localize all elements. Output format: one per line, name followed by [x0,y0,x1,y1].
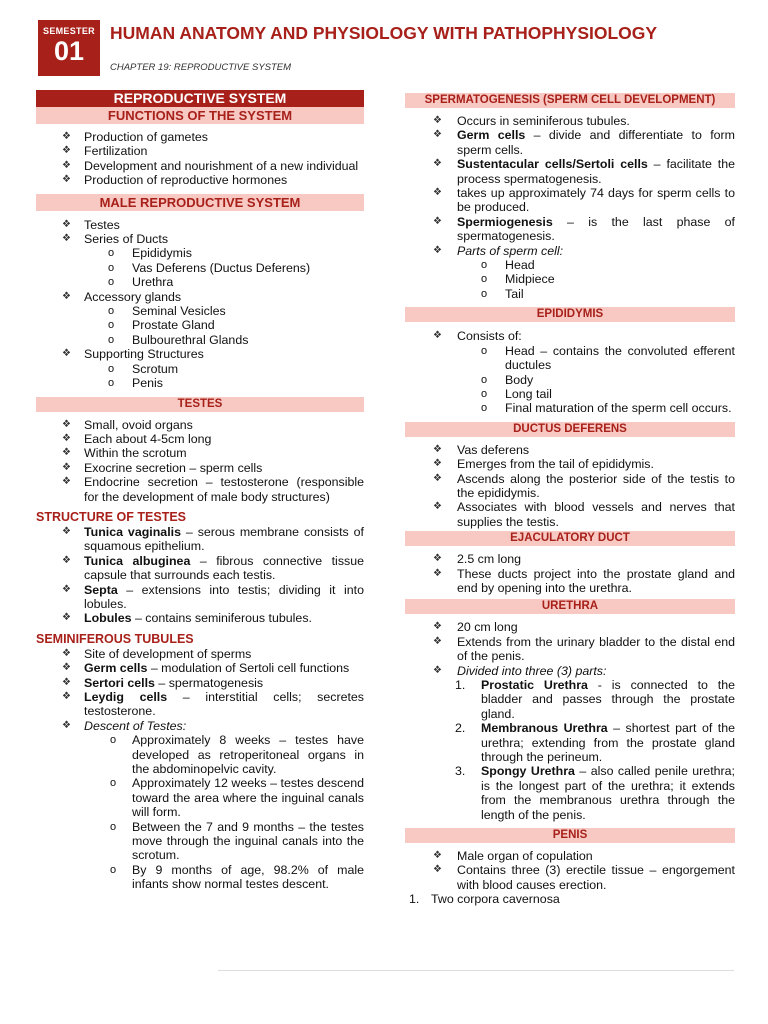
list-item: o Approximately 12 weeks – testes descend toward the area where the inguinal canals will form. [36,776,364,819]
definition: – modulation of Sertoli cell functions [147,661,350,676]
list-item: ❖ Exocrine secretion – sperm cells [36,461,364,475]
spermatogenesis-heading: SPERMATOGENESIS (SPERM CELL DEVELOPMENT) [405,93,735,108]
list-item [405,678,735,721]
term: Spongy Urethra [481,764,575,779]
semester-badge [38,20,100,76]
main-heading: REPRODUCTIVE SYSTEM [36,90,364,107]
list-item [405,244,735,258]
list-item: ❖ Supporting Structures [36,347,364,361]
left-column [36,90,364,892]
definition: – facilitate the process spermatogenesis. [457,157,735,186]
list-item: ❖ 2.5 cm long [405,552,735,566]
right-column [405,93,735,907]
tubules-list [36,647,364,733]
list-item: ❖ Each about 4-5cm long [36,432,364,446]
epididymis-heading: EPIDIDYMIS [405,307,735,322]
tubules-heading: SEMINIFEROUS TUBULES [36,631,194,646]
footer-divider [218,970,734,971]
definition: - is connected to the bladder and passes through the prostate gland. [481,678,735,721]
list-item [405,157,735,186]
term: Germ cells [84,661,148,676]
term: Tunica vaginalis [84,524,181,539]
divided-label: Divided into three (3) parts: [457,663,607,678]
list-item: ❖ Site of development of sperms [36,647,364,661]
list-item: o Urethra [36,275,364,289]
term: Sustentacular cells/Sertoli cells [457,157,648,172]
list-item [36,583,364,612]
definition: – shortest part of the urethra; extending from the prostate gland through the perineum. [481,721,735,765]
list-item [36,554,364,583]
list-item: ❖ Associates with blood vessels and nerves that supplies the testis. [405,500,735,529]
list-item: o Bulbourethral Glands [36,333,364,347]
list-item: o Vas Deferens (Ductus Deferens) [36,261,364,275]
list-item [36,719,364,733]
term: Lobules [84,611,132,626]
definition: – interstitial cells; secretes testosterone. [84,690,364,719]
definition: – also called penile urethra; is the longest part of the urethra; it extends from the membranous urethra through the length of the penis. [481,764,735,822]
functions-heading: FUNCTIONS OF THE SYSTEM [36,107,364,124]
term: Tunica albuginea [84,553,191,568]
list-item: ❖ Accessory glands [36,290,364,304]
semester-label: SEMESTER [43,26,95,36]
list-item [405,764,735,822]
list-item [405,215,735,244]
list-item: ❖ Occurs in seminiferous tubules. [405,114,735,128]
list-item: ❖ Production of gametes [36,130,364,144]
list-item: ❖ Emerges from the tail of epididymis. [405,457,735,471]
term: Spermiogenesis [457,214,553,229]
item-number: 3. [455,764,466,779]
page-header [38,20,738,80]
definition: – contains seminiferous tubules. [131,611,312,626]
list-item: ❖ Testes [36,218,364,232]
list-item [405,664,735,678]
list-item: ❖ Endocrine secretion – testosterone (responsible for the development of male body structures) [36,475,364,504]
list-item [405,721,735,764]
list-item: o Long tail [405,387,735,401]
testes-heading: TESTES [36,397,364,412]
ductus-heading: DUCTUS DEFERENS [405,422,735,437]
term: Leydig cells [84,690,168,704]
descent-sublist [36,733,364,891]
list-item: o Epididymis [36,246,364,260]
definition: – divide and differentiate to form sperm cells. [457,128,736,157]
list-item: o Prostate Gland [36,318,364,332]
functions-list [36,130,364,188]
semester-number: 01 [53,36,85,66]
list-item: o Final maturation of the sperm cell occurs. [405,401,735,415]
term: Prostatic Urethra [481,678,588,692]
urethra-heading: URETHRA [405,599,735,614]
structure-heading: STRUCTURE OF TESTES [36,509,187,524]
list-item: o Midpiece [405,272,735,286]
term: Membranous Urethra [481,721,608,736]
list-item: ❖ Ascends along the posterior side of the testis to the epididymis. [405,472,735,501]
ejaculatory-list [405,552,735,595]
penis-list [405,849,735,892]
item-number: 2. [455,721,466,736]
list-item [36,232,364,246]
ejaculatory-heading: EJACULATORY DUCT [405,531,735,546]
list-item: ❖ 20 cm long [405,620,735,634]
definition: – extensions into testis; dividing it into lobules. [84,582,364,611]
list-item: o Head – contains the convoluted efferent ductules [405,344,735,373]
list-item: ❖ takes up approximately 74 days for sperm cells to be produced. [405,186,735,215]
urethra-parts-list [405,678,735,822]
urethra-list [405,620,735,678]
list-item [36,690,364,719]
parts-label: Parts of sperm cell: [457,243,564,258]
descent-label: Descent of Testes: [84,718,187,733]
list-item: ❖ Consists of: [405,329,735,343]
list-item: o Penis [36,376,364,390]
list-item [36,611,364,625]
male-heading: MALE REPRODUCTIVE SYSTEM [36,194,364,211]
spermatogenesis-list [405,114,735,258]
list-item [36,676,364,690]
penis-heading: PENIS [405,828,735,843]
list-item: o Tail [405,287,735,301]
item-text: Two corpora cavernosa [431,892,560,907]
list-item: ❖ Within the scrotum [36,446,364,460]
list-item: o Head [405,258,735,272]
list-item: ❖ Vas deferens [405,443,735,457]
item-number: 1. [409,892,420,907]
ductus-list [405,443,735,529]
list-item: ❖ Male organ of copulation [405,849,735,863]
item-number: 1. [455,678,466,692]
definition: – serous membrane consists of squamous epithelium. [84,524,364,554]
document-title: HUMAN ANATOMY AND PHYSIOLOGY WITH PATHOPHYSIOLOGY [110,23,658,43]
chapter-subtitle: CHAPTER 19: REPRODUCTIVE SYSTEM [110,62,292,73]
list-item: ❖ Extends from the urinary bladder to the distal end of the penis. [405,635,735,664]
list-item: o Approximately 8 weeks – testes have developed as retroperitoneal organs in the abdominopelvic cavity. [36,733,364,776]
definition: – is the last phase of spermatogenesis. [457,214,735,244]
list-item-label: Series of Ducts [84,232,169,247]
list-item: o Scrotum [36,362,364,376]
definition: – fibrous connective tissue capsule that surrounds each testis. [84,553,364,583]
list-item: o Seminal Vesicles [36,304,364,318]
term: Septa [84,582,118,597]
list-item [405,128,735,157]
male-list-2 [36,290,364,304]
list-item: ❖ Contains three (3) erectile tissue – engorgement with blood causes erection. [405,863,735,892]
list-item: o Body [405,373,735,387]
list-item: ❖ Fertilization [36,144,364,158]
term: Germ cells [457,128,526,143]
sperm-parts-sublist [405,258,735,301]
definition: – spermatogenesis [154,675,264,690]
structure-list [36,525,364,626]
list-item: ❖ Development and nourishment of a new individual [36,159,364,173]
epididymis-sublist [405,344,735,416]
glands-sublist [36,304,364,347]
testes-list [36,418,364,504]
numbered-item [405,892,735,906]
male-list [36,218,364,247]
male-list-3 [36,347,364,361]
epididymis-list [405,329,735,343]
support-sublist [36,362,364,391]
list-item [36,661,364,675]
term: Sertori cells [84,675,155,690]
list-item: ❖ Small, ovoid organs [36,418,364,432]
list-item [36,525,364,554]
list-item: o Between the 7 and 9 months – the testes move through the inguinal canals into the scrotum. [36,820,364,863]
list-item: ❖ Production of reproductive hormones [36,173,364,187]
ducts-sublist [36,246,364,289]
list-item: ❖ These ducts project into the prostate gland and end by opening into the urethra. [405,567,735,596]
list-item: o By 9 months of age, 98.2% of male infants show normal testes descent. [36,863,364,892]
